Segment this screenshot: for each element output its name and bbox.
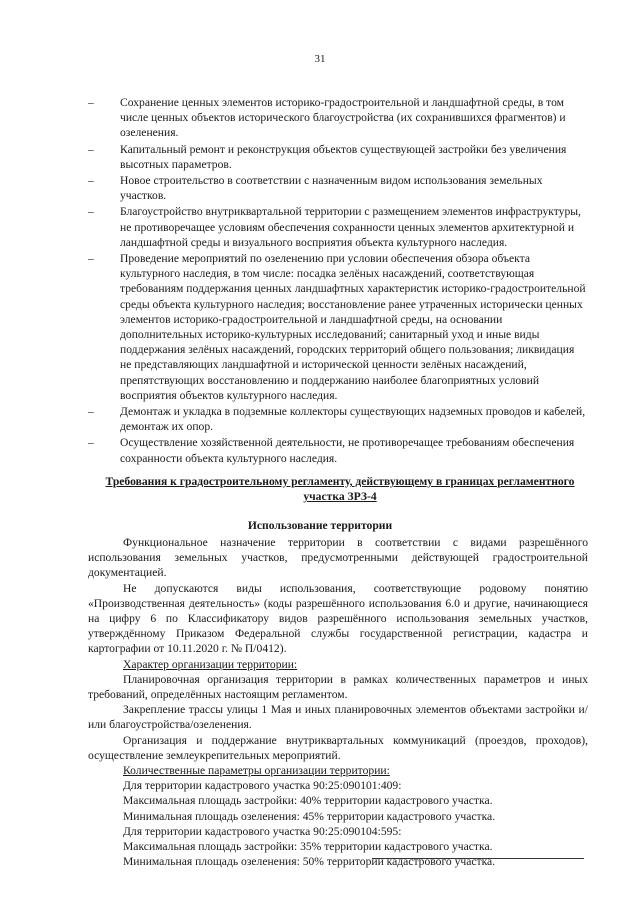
list-item-text: Проведение мероприятий по озеленению при условии обеспечения обзора объекта культурного наследия, в том числе: посадка зелёных насаждений, соответствующая требованиям поддержания ценных ландшафтных характеристик историко-градостроительной среды объекта культурного наследия; восстановление ранее утраченных исторически ценных элементов историко-градостроительной и ландшафтной среды, на основании дополнительных историко-культурных исследований; санитарный уход и иные виды поддержания зелёных насаждений, городских территорий общего пользования; ликвидация не представляющих ландшафтной и исторической ценности зелёных насаждений, препятствующих восстановлению и поддержанию наиболее благоприятных условий восприятия объектов культурного наследия. — [120, 252, 586, 402]
bullet-dash: – — [88, 96, 94, 109]
paragraph-underlined: Характер организации территории: — [123, 657, 298, 671]
bullet-dash: – — [88, 205, 94, 219]
paragraph: Планировочная организация территории в рамках количественных параметров и иных требований, определённых настоящим регламентом. — [88, 672, 588, 702]
list-item-text: Осуществление хозяйственной деятельности, не противоречащее требованиям обеспечения сохранности объекта культурного наследия. — [120, 436, 575, 465]
bullet-dash: – — [88, 405, 94, 419]
paragraph: Не допускаются виды использования, соответствующие родовому понятию «Производственная деятельность» (коды разрешённого использования 6.0 и другие, начинающиеся на цифру 6 по Классификатору видов разрешённого использования земельных участков, утверждённому Приказом Федеральной службы государственной регистрации, кадастра и картографии от 10.11.2020 г. № П/0412). — [88, 581, 588, 656]
paragraph: Организация и поддержание внутриквартальных коммуникаций (проездов, проходов), осуществление землеукрепительных мероприятий. — [88, 733, 588, 762]
page-number: 31 — [314, 53, 326, 65]
paragraph-underlined: Количественные параметры организации территории: — [123, 764, 390, 778]
paragraph: Для территории кадастрового участка 90:25:090101:409: — [123, 779, 402, 793]
sub-heading: Использование территории — [247, 519, 393, 532]
footer-rule — [372, 858, 584, 859]
list-item — [88, 95, 588, 141]
list-item-text: Демонтаж и укладка в подземные коллекторы существующих надземных проводов и кабелей, демонтаж их опор. — [120, 405, 586, 434]
bullet-dash: – — [88, 252, 94, 266]
paragraph: Закрепление трассы улицы 1 Мая и иных планировочных элементов объектами застройки и/или благоустройства/озеленения. — [88, 703, 588, 732]
list-item — [88, 251, 588, 403]
paragraph: Максимальная площадь застройки: 40% территории кадастрового участка. — [123, 794, 493, 808]
list-item — [88, 204, 588, 250]
list-item — [88, 142, 588, 172]
section-heading: Требования к градостроительному регламенту, действующему в границах регламентного участка ЗРЗ-4 — [105, 475, 575, 504]
list-item-text: Новое строительство в соответствии с назначенным видом использования земельных участков. — [120, 174, 543, 203]
list-item-text: Капитальный ремонт и реконструкция объектов существующей застройки без увеличения высотных параметров. — [120, 142, 567, 171]
paragraph: Максимальная площадь застройки: 35% территории кадастрового участка. — [123, 840, 493, 854]
body-text — [88, 535, 588, 869]
list-item — [88, 404, 588, 434]
list-item-text: Благоустройство внутриквартальной территории с размещением элементов инфраструктуры, не противоречащее условиям обеспечения сохранности ценных элементов архитектурной и ландшафтной среды и визуального восприятия объекта культурного наследия. — [120, 205, 581, 249]
list-item — [88, 435, 588, 465]
bullet-dash: – — [88, 142, 94, 156]
list-item-text: Сохранение ценных элементов историко-градостроительной и ландшафтной среды, в том числе ценных объектов исторического благоустройства (их сохранившихся фрагментов) и озеленения. — [120, 96, 566, 140]
paragraph: Минимальная площадь озеленения: 45% территории кадастрового участка. — [123, 809, 496, 823]
paragraph: Минимальная площадь озеленения: 50% территории кадастрового участка. — [123, 855, 496, 869]
list-item — [88, 173, 588, 203]
bullet-dash: – — [88, 436, 94, 450]
paragraph: Функциональное назначение территории в соответствии с видами разрешённого использования земельных участков, предусмотренными действующей градостроительной документацией. — [88, 536, 588, 580]
bullet-list — [88, 95, 588, 467]
paragraph: Для территории кадастрового участка 90:25:090104:595: — [123, 824, 402, 838]
bullet-dash: – — [88, 174, 94, 188]
